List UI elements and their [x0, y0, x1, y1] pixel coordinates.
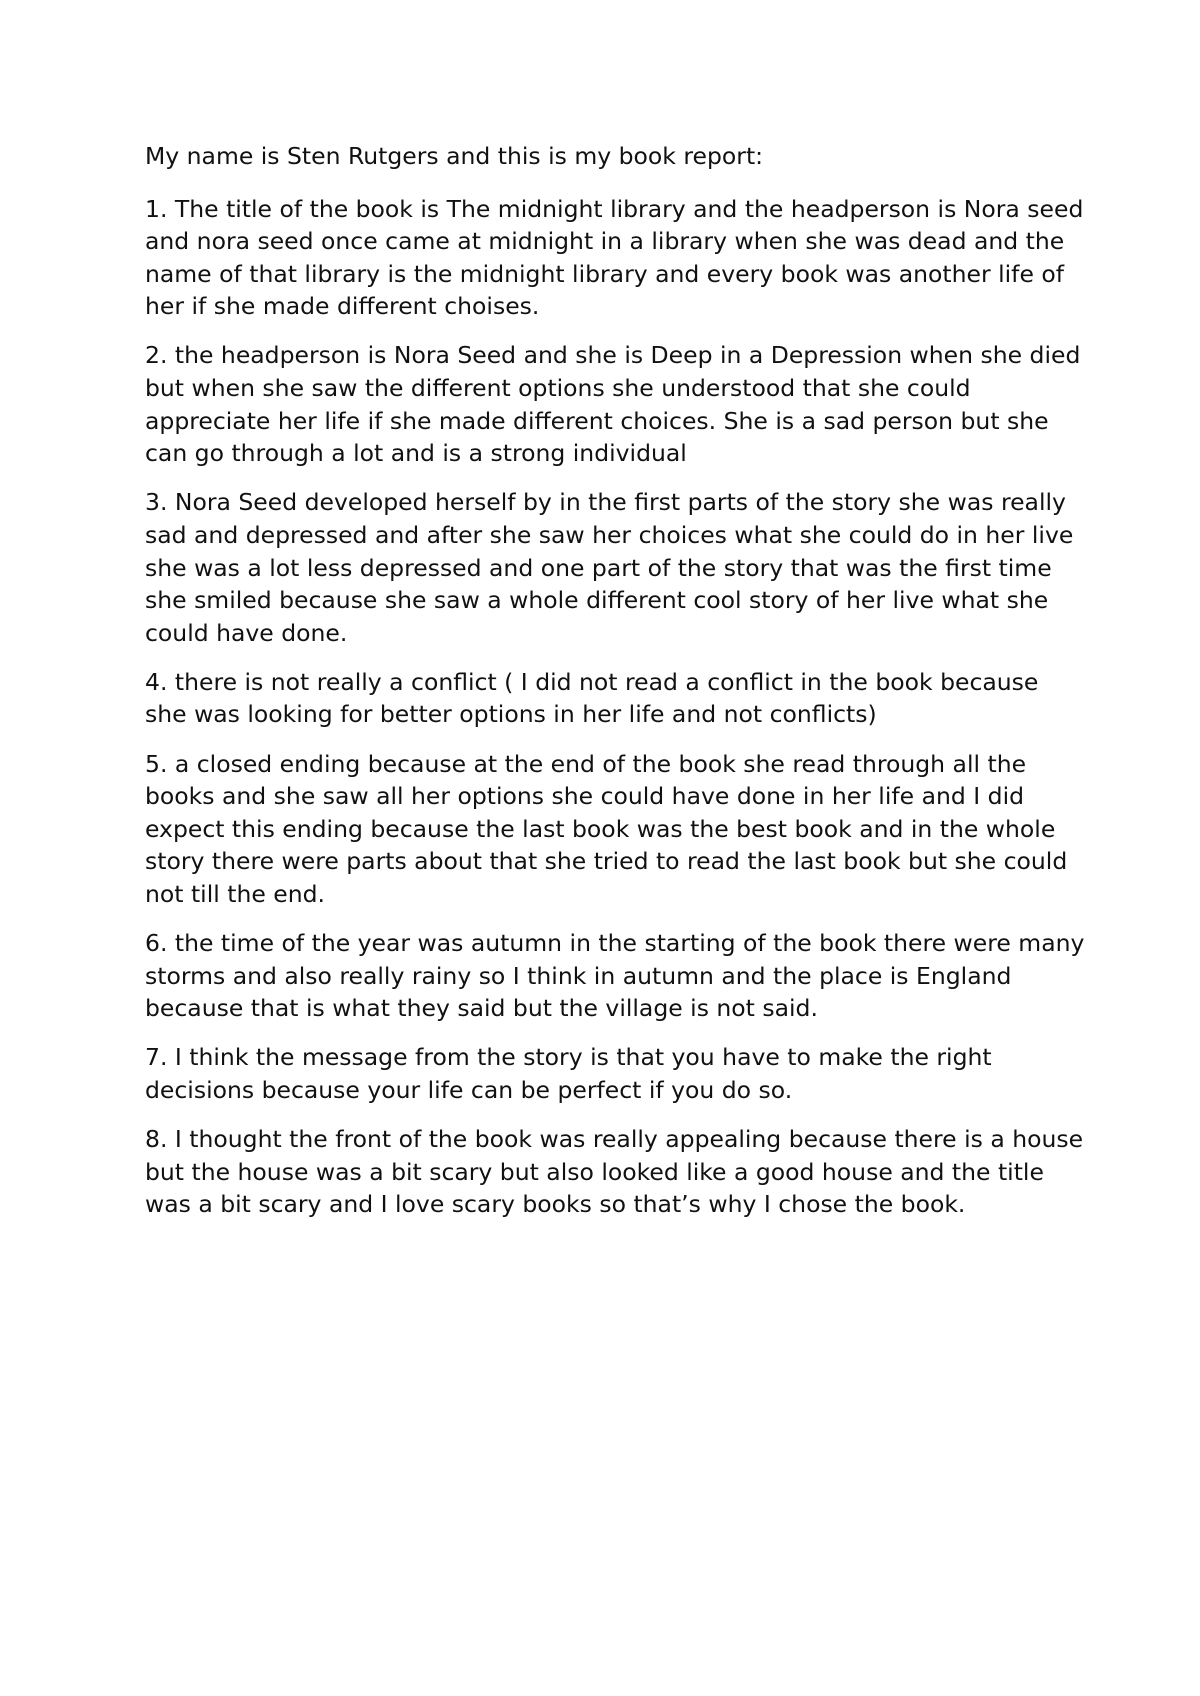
report-item-1: 1. The title of the book is The midnight library and the headperson is Nora seed and nora seed once came at midnight in a library when she was dead and the name of that library is the midnight library and every book was another life of her if she made different choises. — [145, 194, 1084, 321]
report-item-6: 6. the time of the year was autumn in the starting of the book there were many storms and also really rainy so I think in autumn and the place is England because that is what they said but the village is not said. — [145, 928, 1085, 1023]
intro-line: My name is Sten Rutgers and this is my book report: — [145, 142, 764, 170]
document-body — [145, 140, 1085, 1237]
report-item-7: 7. I think the message from the story is that you have to make the right decisions because your life can be perfect if you do so. — [145, 1043, 992, 1104]
report-item-4: 4. there is not really a conflict ( I did not read a conflict in the book because she was looking for better options in her life and not conflicts) — [145, 667, 1039, 729]
report-item-3: 3. Nora Seed developed herself by in the first parts of the story she was really sad and depressed and after she saw her choices what she could do in her live she was a lot less depressed and one part of the story that was the first time she smiled because she saw a whole different cool story of her live what she could have done. — [145, 488, 1074, 647]
report-item-5: 5. a closed ending because at the end of the book she read through all the books and she saw all her options she could have done in her life and I did expect this ending because the last book was the best book and in the whole story there were parts about that she tried to read the last book but she could not till the end. — [145, 749, 1068, 908]
report-item-8: 8. I thought the front of the book was really appealing because there is a house but the house was a bit scary but also looked like a good house and the title was a bit scary and I love scary books so that’s why I chose the book. — [145, 1124, 1084, 1219]
report-item-2: 2. the headperson is Nora Seed and she is Deep in a Depression when she died but when she saw the different options she understood that she could appreciate her life if she made different choices. She is a sad person but she can go through a lot and is a strong individual — [145, 341, 1081, 468]
